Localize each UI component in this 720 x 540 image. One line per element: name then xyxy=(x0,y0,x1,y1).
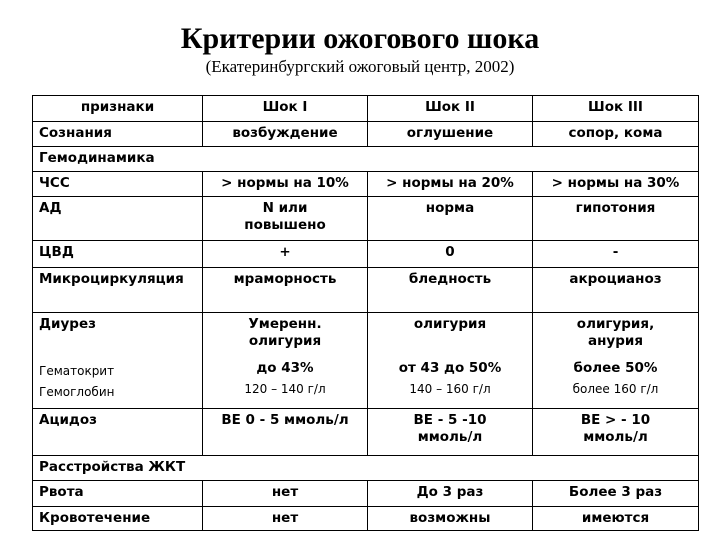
table-row xyxy=(33,481,699,507)
table-header-row xyxy=(33,96,699,122)
cell: до 43% xyxy=(256,360,314,376)
cell: нет xyxy=(203,481,368,507)
table-row xyxy=(33,122,699,147)
table-row xyxy=(33,409,699,456)
cell: > нормы на 20% xyxy=(368,172,533,197)
cell: > нормы на 10% xyxy=(203,172,368,197)
section-gi: Расстройства ЖКТ xyxy=(33,456,699,481)
cell-block xyxy=(368,313,533,409)
cell: BE 0 - 5 ммоль/л xyxy=(203,409,368,456)
table-row xyxy=(33,507,699,531)
cell: нет xyxy=(203,507,368,531)
page-title: Критерии ожогового шока xyxy=(180,22,540,55)
table-row xyxy=(33,268,699,313)
row-label-hr: ЧСС xyxy=(33,172,203,197)
table-row-diuresis-block xyxy=(33,313,699,409)
table-row xyxy=(33,241,699,268)
row-label-consciousness: Сознания xyxy=(33,122,203,147)
cell: 0 xyxy=(368,241,533,268)
cell: акроцианоз xyxy=(533,268,699,313)
cell: норма xyxy=(368,197,533,241)
cell: возможны xyxy=(368,507,533,531)
row-label-diuresis: Диурез xyxy=(39,316,96,332)
header-shock-1: Шок I xyxy=(203,96,368,122)
cell: BE > - 10 ммоль/л xyxy=(533,409,699,456)
cell-block xyxy=(203,313,368,409)
cell: более 160 г/л xyxy=(572,382,659,396)
cell: N или повышено xyxy=(203,197,368,241)
row-label-diuresis-block xyxy=(33,313,203,409)
row-label-bleeding: Кровотечение xyxy=(33,507,203,531)
cell: 120 – 140 г/л xyxy=(244,382,326,396)
section-hemodynamics: Гемодинамика xyxy=(33,147,699,172)
cell: BE - 5 -10 ммоль/л xyxy=(368,409,533,456)
row-label-vomit: Рвота xyxy=(33,481,203,507)
cell: оглушение xyxy=(368,122,533,147)
table-row xyxy=(33,172,699,197)
table-row xyxy=(33,197,699,241)
cell: Более 3 раз xyxy=(533,481,699,507)
cell: бледность xyxy=(368,268,533,313)
cell: возбуждение xyxy=(203,122,368,147)
cell: - xyxy=(533,241,699,268)
row-label-microcirculation: Микроциркуляция xyxy=(33,268,203,313)
header-signs: признаки xyxy=(33,96,203,122)
table-section-row xyxy=(33,456,699,481)
cell: гипотония xyxy=(533,197,699,241)
row-label-hemoglobin: Гемоглобин xyxy=(39,385,115,399)
cell: + xyxy=(203,241,368,268)
cell: более 50% xyxy=(573,360,658,376)
row-label-cvp: ЦВД xyxy=(33,241,203,268)
cell: До 3 раз xyxy=(368,481,533,507)
table-section-row xyxy=(33,147,699,172)
row-label-bp: АД xyxy=(33,197,203,241)
cell: имеются xyxy=(533,507,699,531)
row-label-hematocrit: Гематокрит xyxy=(39,364,115,378)
header-shock-3: Шок III xyxy=(533,96,699,122)
cell: сопор, кома xyxy=(533,122,699,147)
cell: олигурия xyxy=(413,316,487,332)
shock-criteria-table xyxy=(32,95,699,531)
cell: от 43 до 50% xyxy=(398,360,502,376)
page-subtitle: (Екатеринбургский ожоговый центр, 2002) xyxy=(205,57,515,76)
header-shock-2: Шок II xyxy=(368,96,533,122)
cell: > нормы на 30% xyxy=(533,172,699,197)
row-label-acidosis: Ацидоз xyxy=(33,409,203,456)
cell: Умеренн. олигурия xyxy=(248,316,322,349)
cell: мраморность xyxy=(203,268,368,313)
cell: 140 – 160 г/л xyxy=(409,382,491,396)
cell-block xyxy=(533,313,699,409)
cell: олигурия, анурия xyxy=(576,316,655,349)
